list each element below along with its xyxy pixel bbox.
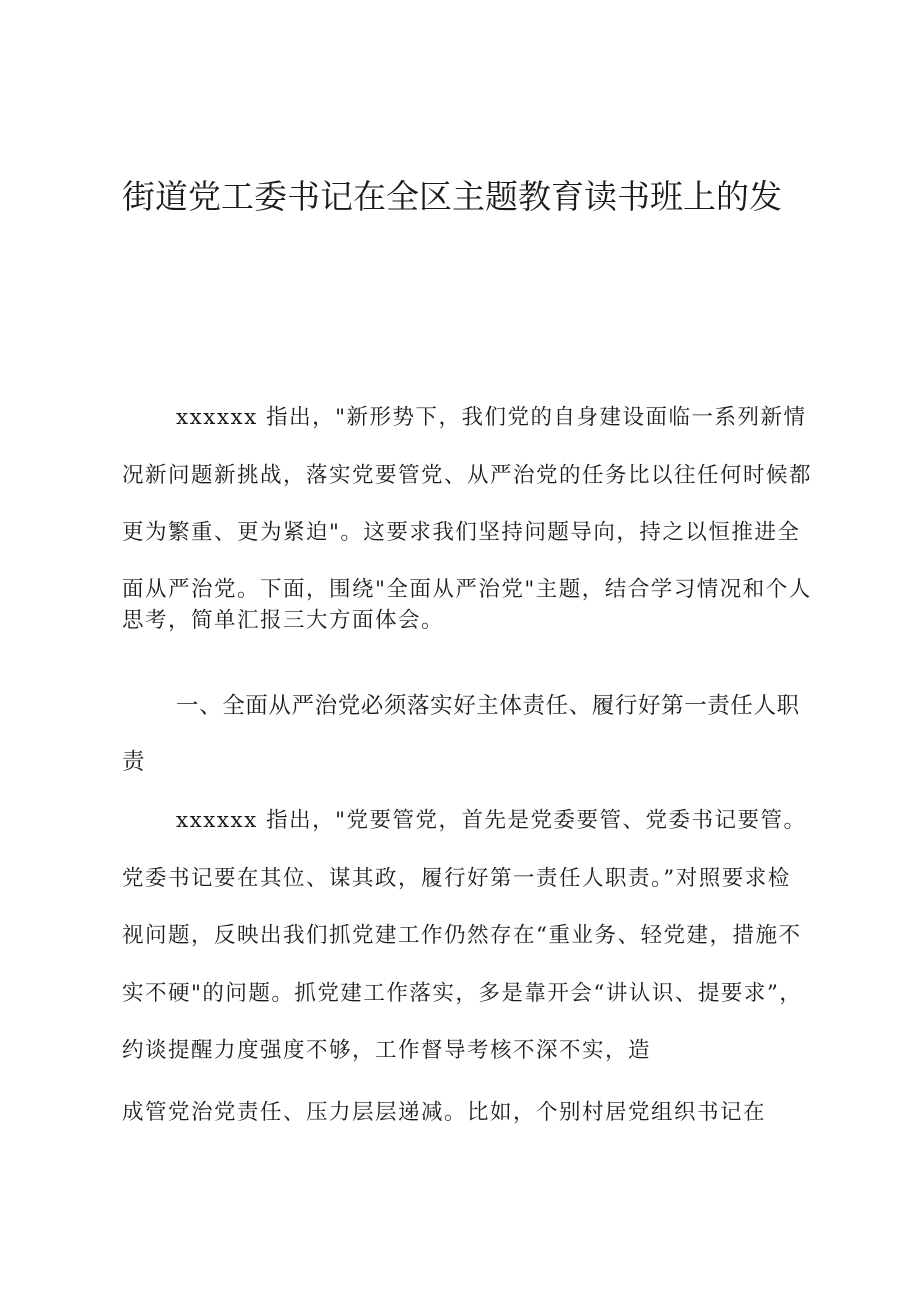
text-line: 党委书记要在其位、谋其政，履行好第一责任人职责。”对照要求检 xyxy=(122,866,791,891)
text-line: 更为繁重、更为紧迫"。这要求我们坚持问题导向，持之以恒推进全 xyxy=(122,520,801,545)
text-line: 况新问题新挑战，落实党要管党、从严治党的任务比以往任何时候都 xyxy=(122,463,813,488)
text-line: 面从严治党。下面，围绕"全面从严治党"主题，结合学习情况和个人 xyxy=(122,577,812,602)
heading-line: 一、全面从严治党必须落实好主体责任、履行好第一责任人职 xyxy=(176,693,800,719)
text-line: 实不硬"的问题。抓党建工作落实，多是靠开会“讲认识、提要求”， xyxy=(122,981,803,1006)
text-line: 思考，简单汇报三大方面体会。 xyxy=(122,608,445,633)
heading-line: 责 xyxy=(122,749,146,775)
text-line: 约谈提醒力度强度不够，工作督导考核不深不实，造 xyxy=(122,1038,652,1063)
text-line: xxxxxx 指出，"新形势下，我们党的自身建设面临一系列新情 xyxy=(176,405,807,430)
document-title: 街道党工委书记在全区主题教育读书班上的发 xyxy=(122,177,782,216)
text-line: xxxxxx 指出，"党要管党，首先是党委要管、党委书记要管。 xyxy=(176,808,807,833)
text-line: 成管党治党责任、压力层层递减。比如，个别村居党组织书记在 xyxy=(122,1100,767,1125)
text-line: 视问题，反映出我们抓党建工作仍然存在“重业务、轻党建，措施不 xyxy=(122,923,802,948)
